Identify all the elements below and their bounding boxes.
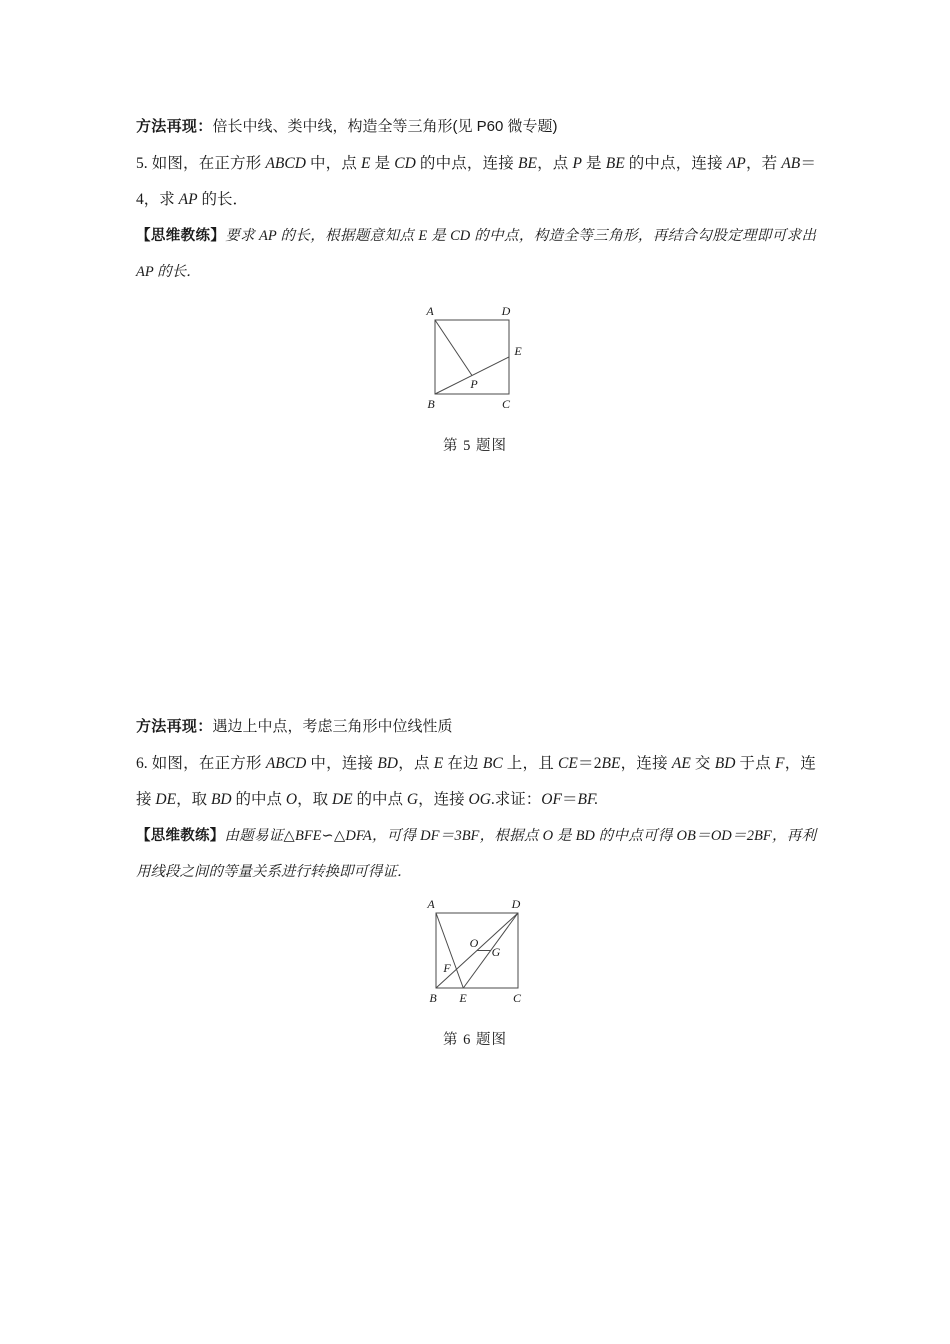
figure-5-drawing — [375, 298, 575, 428]
method-text-6: 遇边上中点，考虑三角形中位线性质 — [212, 718, 453, 735]
method-label-5: 方法再现： — [136, 118, 213, 135]
label-e-5: E — [514, 344, 522, 358]
label-o-6: O — [469, 936, 479, 950]
method-line-6 — [136, 712, 816, 742]
problem-text-6: 如图，在正方形 ABCD 中，连接 BD，点 E 在边 BC 上，且 CE＝2BE，连接 AE 交 BD 于点 F，连接 DE，取 BD 的中点 O，取 DE 的中点 G，连接 OG.求证：OF＝BF. — [136, 755, 816, 808]
label-b-6: B — [429, 991, 437, 1005]
problem-5-section — [136, 112, 816, 290]
segment-ae-6 — [436, 913, 463, 988]
label-p-5: P — [470, 377, 478, 391]
label-a-5: A — [426, 304, 434, 318]
label-d-6: D — [511, 897, 521, 911]
figure-5 — [375, 298, 575, 455]
coach-label-5: 【思维教练】 — [136, 228, 226, 244]
label-e-6: E — [459, 991, 467, 1005]
figure-6-caption: 第 6 题图 — [443, 1032, 507, 1048]
coach-text-6: 由题易证△BFE∽△DFA，可得 DF＝3BF，根据点 O 是 BD 的中点可得 OB＝OD＝2BF，再利用线段之间的等量关系进行转换即可得证． — [136, 828, 817, 880]
method-label-6: 方法再现： — [136, 718, 213, 735]
label-g-6: G — [491, 945, 501, 959]
coach-note-6 — [136, 818, 816, 890]
problem-number-6: 6. — [136, 755, 148, 772]
problem-statement-6 — [136, 746, 816, 818]
label-b-5: B — [427, 397, 435, 411]
coach-label-6: 【思维教练】 — [136, 828, 225, 844]
problem-statement-5 — [136, 146, 816, 218]
coach-text-5: 要求 AP 的长，根据题意知点 E 是 CD 的中点，构造全等三角形，再结合勾股定理即可求出 AP 的长． — [136, 228, 817, 280]
segment-ap-5 — [435, 320, 472, 376]
problem-text-5: 如图，在正方形 ABCD 中，点 E 是 CD 的中点，连接 BE，点 P 是 BE 的中点，连接 AP，若 AB＝4，求 AP 的长． — [136, 155, 816, 208]
label-c-5: C — [501, 397, 511, 411]
coach-note-5 — [136, 218, 816, 290]
label-f-6: F — [443, 961, 451, 975]
problem-6-section — [136, 712, 816, 890]
problem-number-5: 5. — [136, 155, 148, 172]
label-c-6: C — [512, 991, 522, 1005]
label-a-6: A — [427, 897, 435, 911]
label-d-5: D — [501, 304, 511, 318]
method-line-5 — [136, 112, 816, 142]
figure-6 — [375, 892, 575, 1049]
figure-6-drawing — [375, 892, 575, 1022]
figure-5-caption: 第 5 题图 — [443, 438, 507, 454]
method-text-5: 倍长中线、类中线，构造全等三角形(见 P60 微专题) — [212, 118, 558, 135]
